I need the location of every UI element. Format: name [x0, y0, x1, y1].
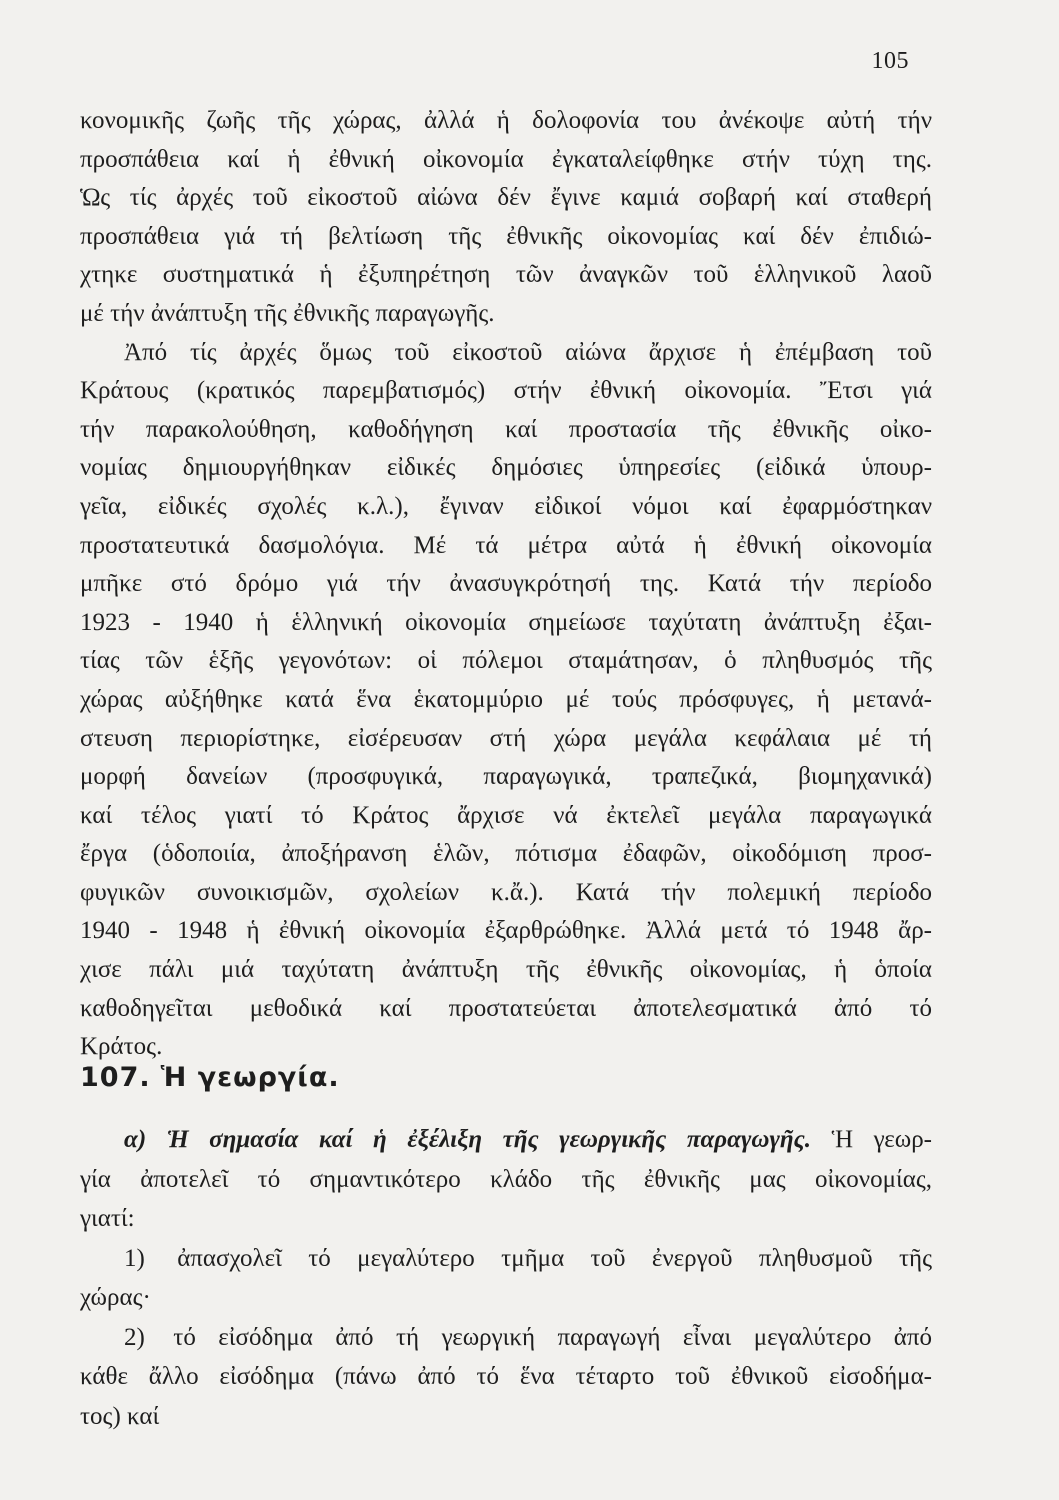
text-line: μέ τήν ἀνάπτυξη τῆς ἐθνικῆς παραγωγῆς. — [80, 299, 495, 327]
subsection-title: α) Ἡ σημασία καί ἡ ἐξέλιξη τῆς γεωργικῆς παραγωγῆς. — [124, 1126, 811, 1153]
item-number: 1) — [124, 1244, 145, 1272]
section-heading — [80, 1062, 340, 1093]
list-item — [80, 1318, 932, 1358]
text-line: γία ἀποτελεῖ τό σημαντικότερο κλάδο τῆς ἐθνικῆς μας οἰκονομίας, — [80, 1165, 932, 1193]
text-line: χώρας αὐξήθηκε κατά ἕνα ἑκατομμύριο μέ τούς πρόσφυγες, ἡ μετανά- — [80, 685, 932, 713]
subsection-lead — [80, 1120, 932, 1160]
text-line: Ὡς τίς ἀρχές τοῦ εἰκοστοῦ αἰώνα δέν ἔγινε καμιά σοβαρή καί σταθερή — [80, 184, 932, 212]
text-line: τος) καί — [80, 1402, 160, 1430]
text-line: φυγικῶν συνοικισμῶν, σχολείων κ.ἄ.). Κατά τήν πολεμική περίοδο — [80, 878, 932, 906]
text-line: προσπάθεια γιά τή βελτίωση τῆς ἐθνικῆς οἰκονομίας καί δέν ἐπιδιώ- — [80, 222, 932, 250]
text-line: μπῆκε στό δρόμο γιά τήν ἀνασυγκρότησή της. Κατά τήν περίοδο — [80, 570, 932, 598]
text-line: νομίας δημιουργήθηκαν εἰδικές δημόσιες ὑπηρεσίες (εἰδικά ὑπουρ- — [80, 454, 932, 482]
section-number: 107. — [80, 1062, 151, 1093]
text-line: γεῖα, εἰδικές σχολές κ.λ.), ἔγιναν εἰδικοί νόμοι καί ἐφαρμόστηκαν — [80, 492, 932, 520]
text-line: γιατί: — [80, 1205, 135, 1232]
text-line: τίας τῶν ἑξῆς γεγονότων: οἱ πόλεμοι σταμάτησαν, ὁ πληθυσμός τῆς — [80, 647, 932, 675]
text-line: κάθε ἄλλο εἰσόδημα (πάνω ἀπό τό ἕνα τέταρτο τοῦ ἐθνικοῦ εἰσοδήμα- — [80, 1363, 932, 1390]
text-line: κονομικῆς ζωῆς τῆς χώρας, ἀλλά ἡ δολοφονία του ἀνέκοψε αὐτή τήν — [80, 107, 932, 134]
text-line: προστατευτικά δασμολόγια. Μέ τά μέτρα αὐτά ἡ ἐθνική οἰκονομία — [80, 531, 932, 559]
item-number: 2) — [124, 1323, 145, 1351]
text-line: Κράτους (κρατικός παρεμβατισμός) στήν ἐθνική οἰκονομία. Ἔτσι γιά — [80, 377, 932, 405]
text-line: προσπάθεια καί ἡ ἐθνική οἰκονομία ἐγκαταλείφθηκε στήν τύχη της. — [80, 145, 932, 173]
list-item — [80, 1239, 932, 1279]
section-body — [80, 1120, 932, 1436]
text-line: χισε πάλι μιά ταχύτατη ἀνάπτυξη τῆς ἐθνικῆς οἰκονομίας, ἡ ὁποία — [80, 956, 932, 984]
text-line: καθοδηγεῖται μεθοδικά καί προστατεύεται ἀποτελεσματικά ἀπό τό — [80, 994, 932, 1022]
item-text: ἀπασχολεῖ τό μεγαλύτερο τμῆμα τοῦ ἐνεργοῦ πληθυσμοῦ τῆς — [177, 1244, 933, 1272]
text-line: ἔργα (ὁδοποιία, ἀποξήρανση ἑλῶν, πότισμα ἐδαφῶν, οἰκοδόμιση προσ- — [80, 840, 932, 868]
text-line: χώρας· — [80, 1284, 151, 1311]
text-line: 1940 - 1948 ἡ ἐθνική οἰκονομία ἐξαρθρώθηκε. Ἀλλά μετά τό 1948 ἄρ- — [80, 917, 932, 945]
subsection-lead-rest: Ἡ γεωρ- — [831, 1126, 933, 1153]
text-line: στευση περιορίστηκε, εἰσέρευσαν στή χώρα μεγάλα κεφάλαια μέ τή — [80, 724, 932, 752]
text-line: Ἀπό τίς ἀρχές ὅμως τοῦ εἰκοστοῦ αἰώνα ἄρχισε ἡ ἐπέμβαση τοῦ — [124, 338, 932, 366]
text-line: Κράτος. — [80, 1033, 163, 1061]
text-line: 1923 - 1940 ἡ ἑλληνική οἰκονομία σημείωσε ταχύτατη ἀνάπτυξη ἐξαι- — [80, 608, 932, 636]
text-line: χτηκε συστηματικά ἡ ἐξυπηρέτηση τῶν ἀναγκῶν τοῦ ἑλληνικοῦ λαοῦ — [80, 261, 932, 289]
item-text: τό εἰσόδημα ἀπό τή γεωργική παραγωγή εἶναι μεγαλύτερο ἀπό — [173, 1323, 933, 1351]
text-line: τήν παρακολούθηση, καθοδήγηση καί προστασία τῆς ἐθνικῆς οἰκο- — [80, 415, 932, 443]
main-text — [80, 102, 932, 1067]
text-line: μορφή δανείων (προσφυγικά, παραγωγικά, τραπεζικά, βιομηχανικά) — [80, 763, 932, 791]
section-title: Ἡ γεωργία. — [160, 1062, 340, 1093]
text-line: καί τέλος γιατί τό Κράτος ἄρχισε νά ἐκτελεῖ μεγάλα παραγωγικά — [80, 801, 932, 829]
page-number: 105 — [871, 48, 909, 74]
